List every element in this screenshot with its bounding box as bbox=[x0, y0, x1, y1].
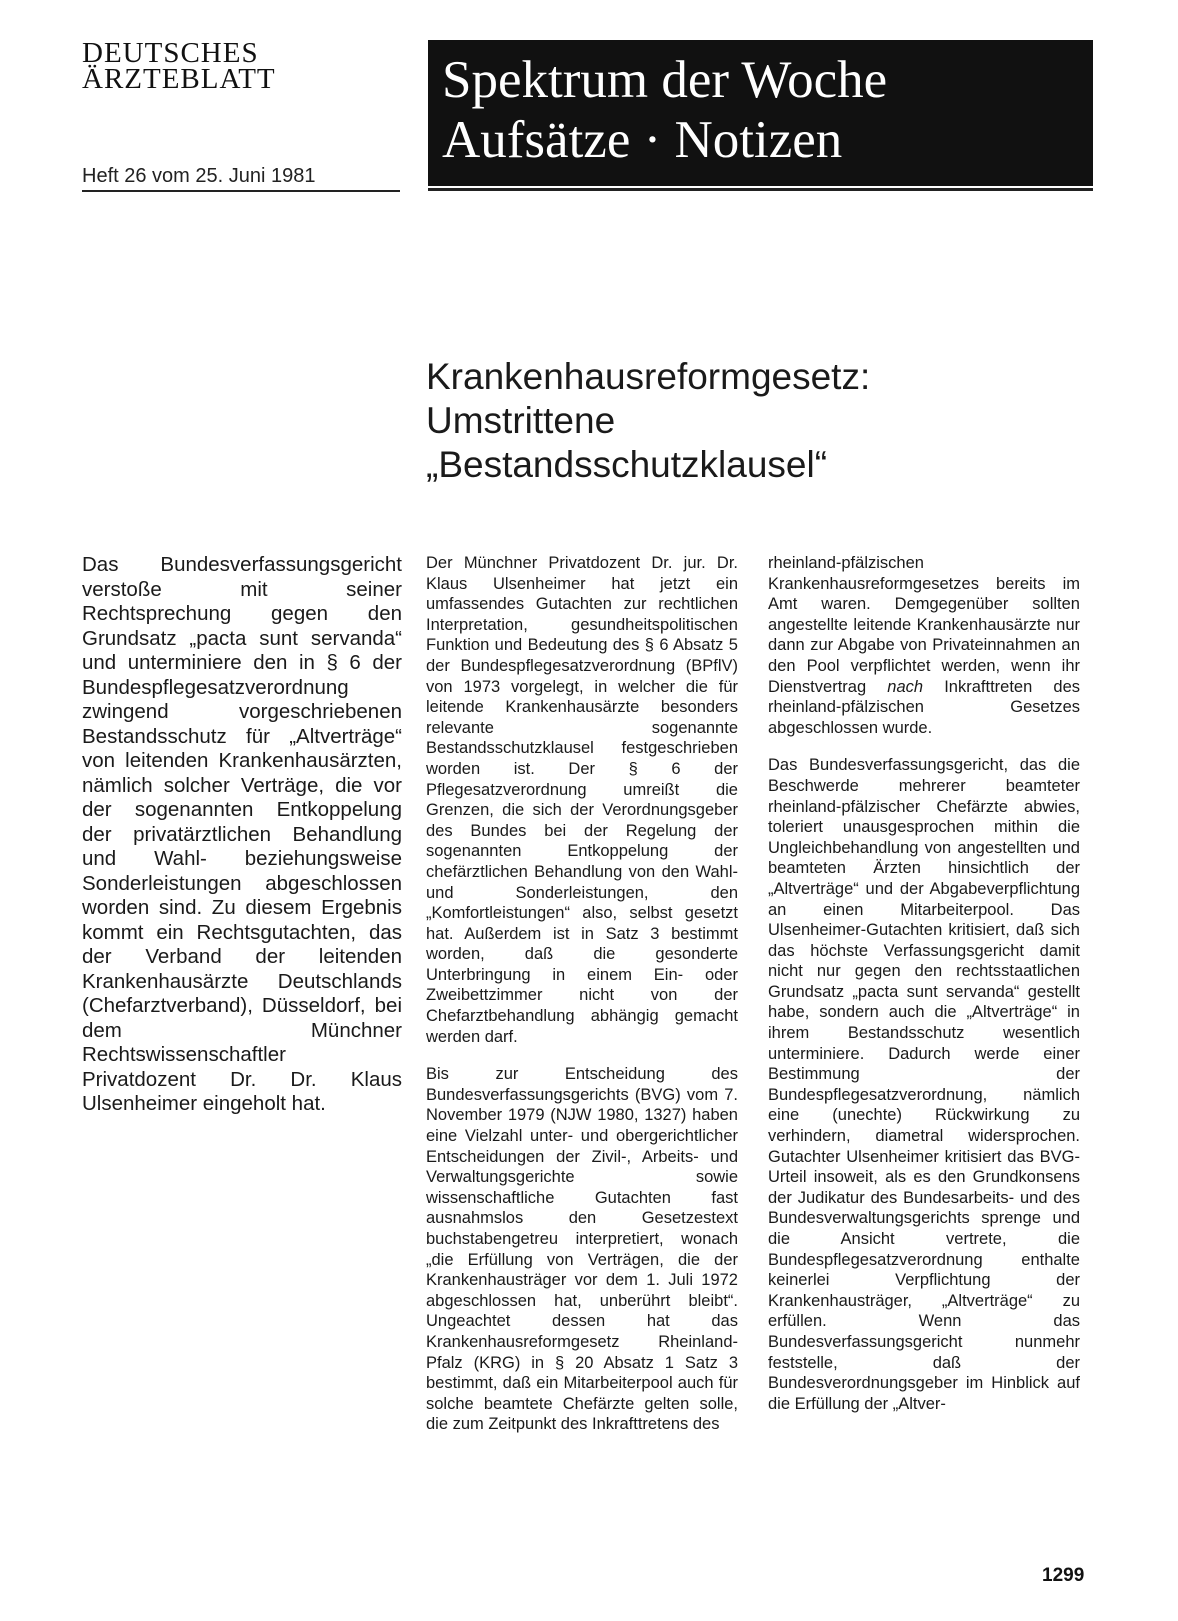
headline-line-3: „Bestandsschutzklausel“ bbox=[426, 444, 828, 485]
emphasis-text: nach bbox=[887, 677, 924, 696]
article-headline bbox=[426, 355, 870, 487]
page-number: 1299 bbox=[1042, 1565, 1085, 1586]
headline-line-2: Umstrittene bbox=[426, 400, 616, 441]
issue-line: Heft 26 vom 25. Juni 1981 bbox=[82, 165, 316, 187]
body-column-3 bbox=[768, 553, 1080, 1431]
body-text: rheinland-pfälzischen Krankenhausreformgesetzes bereits im Amt waren. Demgegenüber sollten angestellte leitende Krankenhausärzte nur dann zur Abgabe von Privateinnahmen an den Pool verpflichtet werden, wenn ihr Dienstvertrag bbox=[768, 554, 1080, 696]
masthead-line-2: ÄRZTEBLATT bbox=[82, 63, 276, 95]
section-title-line-2: Aufsätze · Notizen bbox=[442, 111, 843, 169]
masthead-name bbox=[82, 37, 276, 95]
body-column-2 bbox=[426, 553, 738, 1452]
body-paragraph bbox=[768, 553, 1080, 738]
body-paragraph: Das Bundesverfassungsgericht, das die Beschwerde mehrerer beamteter rheinland-pfälzischer Chefärzte abwies, toleriert unausgesprochen mithin die Ungleichbehandlung von angestellten und beamteten Ärzten hinsichtlich der „Altverträge“ und der Abgabeverpflichtung an einen Mitarbeiterpool. Das Ulsenheimer-Gutachten kritisiert, daß sich das höchste Verfassungsgericht damit nicht nur gegen den rechtsstaatlichen Grundsatz „pacta sunt servanda“ gestellt habe, sondern auch die „Altverträge“ in ihrem Bestandsschutz wesentlich unterminiere. Dadurch werde einer Bestimmung der Bundespflegesatzverordnung, nämlich eine (unechte) Rückwirkung zu verhindern, diametral widersprochen. Gutachter Ulsenheimer kritisiert das BVG-Urteil insoweit, als es den Grundkonsens der Judikatur des Bundesarbeits- und des Bundesverwaltungsgerichts sprenge und die Ansicht vertrete, die Bundespflegesatzverordnung enthalte keinerlei Verpflichtung der Krankenhausträger, „Altverträge“ zu erfüllen. Wenn das Bundesverfassungsgericht nunmehr feststelle, daß der Bundesverordnungsgeber im Hinblick auf die Erfüllung der „Altver- bbox=[768, 756, 1080, 1413]
lead-paragraph: Das Bundesverfassungsgericht verstoße mit seiner Rechtsprechung gegen den Grundsatz „pacta sunt servanda“ und unterminiere den in § 6 der Bundespflegesatzverordnung zwingend vorgeschriebenen Bestandsschutz für „Altverträge“ von leitenden Krankenhausärzten, nämlich solcher Verträge, die vor der sogenannten Entkoppelung der privatärztlichen Behandlung und Wahl- beziehungsweise Sonderleistungen abgeschlossen worden sind. Zu diesem Ergebnis kommt ein Rechtsgutachten, das der Verband der leitenden Krankenhausärzte Deutschlands (Chefarztverband), Düsseldorf, bei dem Münchner Rechtswissenschaftler Privatdozent Dr. Dr. Klaus Ulsenheimer eingeholt hat. bbox=[82, 553, 402, 1115]
body-paragraph: Bis zur Entscheidung des Bundesverfassungsgerichts (BVG) vom 7. November 1979 (NJW 1980, 1327) haben eine Vielzahl unter- und obergerichtlicher Entscheidungen der Zivil-, Arbeits- und Verwaltungsgerichte sowie wissenschaftliche Gutachten fast ausnahmslos den Gesetzestext buchstabengetreu interpretiert, wonach „die Erfüllung von Verträgen, die der Krankenhausträger vor dem 1. Juli 1972 abgeschlossen hat, unberührt bleibt“. Ungeachtet dessen hat das Krankenhausreformgesetz Rheinland-Pfalz (KRG) in § 20 Absatz 1 Satz 3 bestimmt, daß ein Mitarbeiterpool auch für solche beamtete Chefärzte gelten solle, die zum Zeitpunkt des Inkrafttretens des bbox=[426, 1065, 738, 1434]
masthead-line-1: DEUTSCHES bbox=[82, 37, 259, 69]
section-title bbox=[442, 50, 1093, 170]
rule-left bbox=[82, 190, 400, 192]
section-box bbox=[428, 40, 1093, 186]
rule-right bbox=[428, 188, 1093, 191]
headline-line-1: Krankenhausreformgesetz: bbox=[426, 356, 871, 397]
body-paragraph: Der Münchner Privatdozent Dr. jur. Dr. Klaus Ulsenheimer hat jetzt ein umfassendes Gutachten zur rechtlichen Interpretation, gesundheitspolitischen Funktion und Bedeutung des § 6 Absatz 5 der Bundespflegesatzverordnung (BPflV) von 1973 vorgelegt, in welcher die für leitende Krankenhausärzte besonders relevante sogenannte Bestandsschutzklausel festgeschrieben worden ist. Der § 6 der Pflegesatzverordnung umreißt die Grenzen, die sich der Verordnungsgeber des Bundes bei der Regelung der sogenannten Entkoppelung der chefärztlichen Behandlung von den Wahl- und Sonderleistungen, den „Komfortleistungen“ also, selbst gesetzt hat. Außerdem ist in Satz 3 bestimmt worden, daß die gesonderte Unterbringung in einem Ein- oder Zweibettzimmer nicht von der Chefarztbehandlung abhängig gemacht werden darf. bbox=[426, 554, 738, 1046]
body-text: Inkrafttreten des rheinland-pfälzischen Gesetzes abgeschlossen wurde. bbox=[768, 677, 1081, 737]
section-title-line-1: Spektrum der Woche bbox=[442, 51, 888, 109]
